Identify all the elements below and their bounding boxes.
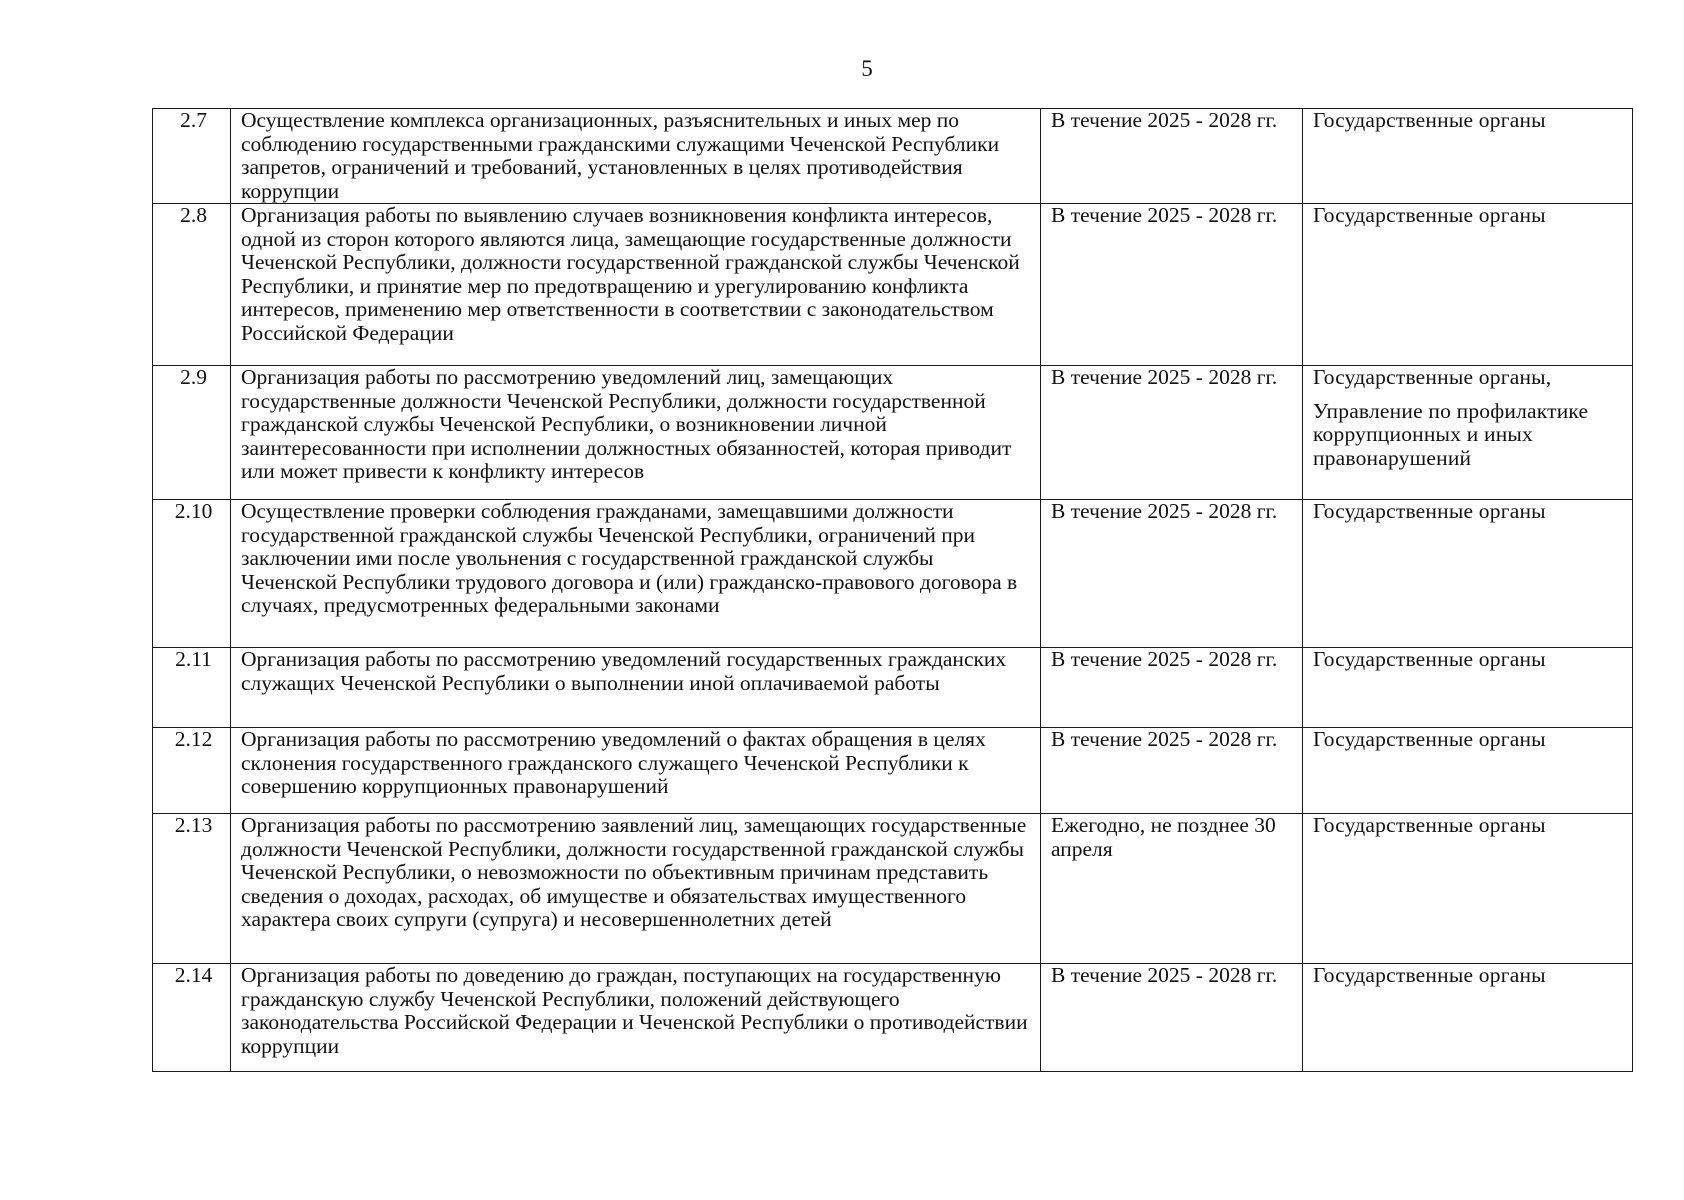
- row-number: 2.12: [153, 728, 231, 814]
- execution-term: В течение 2025 - 2028 гг.: [1041, 109, 1303, 204]
- responsible-party: [1303, 204, 1633, 366]
- table-row: [153, 500, 1633, 648]
- responsible-main: Государственные органы: [1313, 813, 1546, 837]
- responsible-main: Государственные органы: [1313, 108, 1546, 132]
- row-number: 2.10: [153, 500, 231, 648]
- responsible-party: [1303, 500, 1633, 648]
- row-number: 2.11: [153, 648, 231, 728]
- measure-description: Организация работы по рассмотрению заявлений лиц, замещающих государственные должности Чеченской Республики, должности государственной гражданской службы Чеченской Республики, о невозможности по объективным причинам представить сведения о доходах, расходах, об имуществе и обязательствах имущественного характера своих супруги (супруга) и несовершеннолетних детей: [231, 814, 1041, 964]
- table-row: [153, 728, 1633, 814]
- execution-term: В течение 2025 - 2028 гг.: [1041, 964, 1303, 1072]
- responsible-main: Государственные органы: [1313, 727, 1546, 751]
- table-row: [153, 204, 1633, 366]
- responsible-party: [1303, 814, 1633, 964]
- responsible-party: [1303, 728, 1633, 814]
- row-number: 2.13: [153, 814, 231, 964]
- measure-description: Осуществление комплекса организационных, разъяснительных и иных мер по соблюдению государственными гражданскими служащими Чеченской Республики запретов, ограничений и требований, установленных в целях противодействия коррупции: [231, 109, 1041, 204]
- responsible-additional: Управление по профилактике коррупционных и иных правонарушений: [1313, 398, 1589, 470]
- execution-term: В течение 2025 - 2028 гг.: [1041, 500, 1303, 648]
- responsible-main: Государственные органы: [1313, 203, 1546, 227]
- measure-description: Организация работы по выявлению случаев возникновения конфликта интересов, одной из сторон которого являются лица, замещающие государственные должности Чеченской Республики, должности государственной гражданской службы Чеченской Республики, и принятие мер по предотвращению и урегулированию конфликта интересов, применению мер ответственности в соответствии с законодательством Российской Федерации: [231, 204, 1041, 366]
- responsible-main: Государственные органы: [1313, 963, 1546, 987]
- table-row: [153, 648, 1633, 728]
- execution-term: В течение 2025 - 2028 гг.: [1041, 204, 1303, 366]
- execution-term: В течение 2025 - 2028 гг.: [1041, 728, 1303, 814]
- execution-term: В течение 2025 - 2028 гг.: [1041, 366, 1303, 500]
- row-number: 2.9: [153, 366, 231, 500]
- measure-description: Осуществление проверки соблюдения гражданами, замещавшими должности государственной гражданской службы Чеченской Республики, ограничений при заключении ими после увольнения с государственной гражданской службы Чеченской Республики трудового договора и (или) гражданско-правового договора в случаях, предусмотренных федеральными законами: [231, 500, 1041, 648]
- measure-description: Организация работы по рассмотрению уведомлений о фактах обращения в целях склонения государственного гражданского служащего Чеченской Республики к совершению коррупционных правонарушений: [231, 728, 1041, 814]
- measure-description: Организация работы по рассмотрению уведомлений государственных гражданских служащих Чеченской Республики о выполнении иной оплачиваемой работы: [231, 648, 1041, 728]
- execution-term: В течение 2025 - 2028 гг.: [1041, 648, 1303, 728]
- row-number: 2.8: [153, 204, 231, 366]
- table-row: [153, 964, 1633, 1072]
- measure-description: Организация работы по доведению до граждан, поступающих на государственную гражданскую службу Чеченской Республики, положений действующего законодательства Российской Федерации и Чеченской Республики о противодействии коррупции: [231, 964, 1041, 1072]
- responsible-party: [1303, 366, 1633, 500]
- table-row: [153, 109, 1633, 204]
- responsible-party: [1303, 648, 1633, 728]
- execution-term: Ежегодно, не позднее 30 апреля: [1041, 814, 1303, 964]
- table-row: [153, 366, 1633, 500]
- row-number: 2.7: [153, 109, 231, 204]
- measures-table: [152, 108, 1633, 1072]
- page-number: 5: [861, 56, 873, 81]
- responsible-party: [1303, 964, 1633, 1072]
- responsible-party: [1303, 109, 1633, 204]
- measure-description: Организация работы по рассмотрению уведомлений лиц, замещающих государственные должности Чеченской Республики, должности государственной гражданской службы Чеченской Республики, о возникновении личной заинтересованности при исполнении должностных обязанностей, которая приводит или может привести к конфликту интересов: [231, 366, 1041, 500]
- row-number: 2.14: [153, 964, 231, 1072]
- responsible-main: Государственные органы: [1313, 647, 1546, 671]
- table-row: [153, 814, 1633, 964]
- responsible-main: Государственные органы: [1313, 499, 1546, 523]
- responsible-main: Государственные органы,: [1313, 365, 1552, 389]
